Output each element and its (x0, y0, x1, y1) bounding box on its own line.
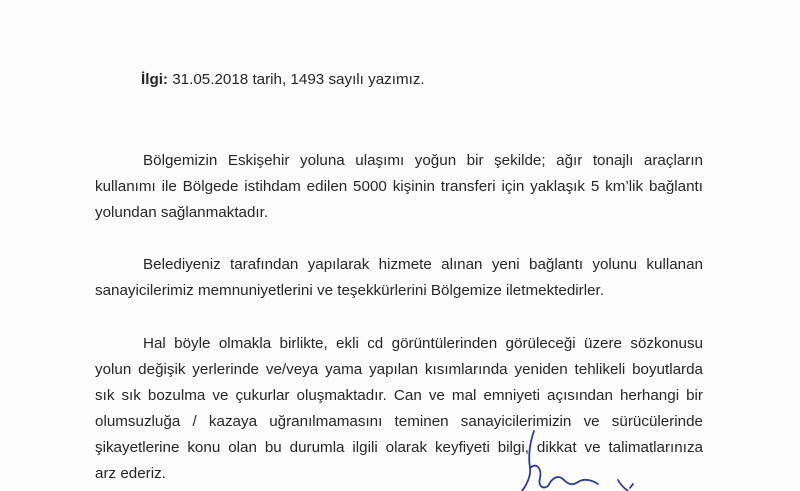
paragraph3-line-3: sık sık bozulma ve çukurlar oluşmaktadır. Can ve mal emniyeti açısından herhangi bir (95, 387, 703, 404)
paragraph3-line-2: yolun değişik yerlerinde ve/veya yama yapılan kısımlarında yeniden tehlikeli boyutlarda (95, 361, 703, 378)
signature-image (500, 428, 650, 491)
paragraph3-line-6: arz ederiz. (95, 465, 166, 482)
reference-label: İlgi: (141, 71, 168, 88)
paragraph2-line-2: sanayicilerimiz memnuniyetlerini ve teşekkürlerini Bölgemize iletmektedirler. (95, 282, 604, 299)
paragraph1-line-2: kullanımı ile Bölgede istihdam edilen 5000 kişinin transferi için yaklaşık 5 km’lik bağlantı (95, 178, 703, 195)
paragraph1-line-1: Bölgemizin Eskişehir yoluna ulaşımı yoğun bir şekilde; ağır tonajlı araçların (143, 152, 703, 169)
reference-line (141, 70, 425, 90)
paragraph3-line-4: olumsuzluğa / kazaya uğranılmamasını teminen sanayicilerimizin ve sürücülerinde (95, 413, 703, 430)
reference-text: 31.05.2018 tarih, 1493 sayılı yazımız. (168, 71, 425, 88)
paragraph3-line-5: şikayetlerine konu olan bu durumla ilgili olarak keyfiyeti bilgi, dikkat ve talimatlarınıza (95, 439, 703, 456)
paragraph3-line-1: Hal böyle olmakla birlikte, ekli cd görüntülerinden görüleceği üzere sözkonusu (143, 335, 703, 352)
paragraph1-line-3: yolundan sağlanmaktadır. (95, 204, 269, 221)
paragraph2-line-1: Belediyeniz tarafından yapılarak hizmete alınan yeni bağlantı yolunu kullanan (143, 256, 703, 273)
